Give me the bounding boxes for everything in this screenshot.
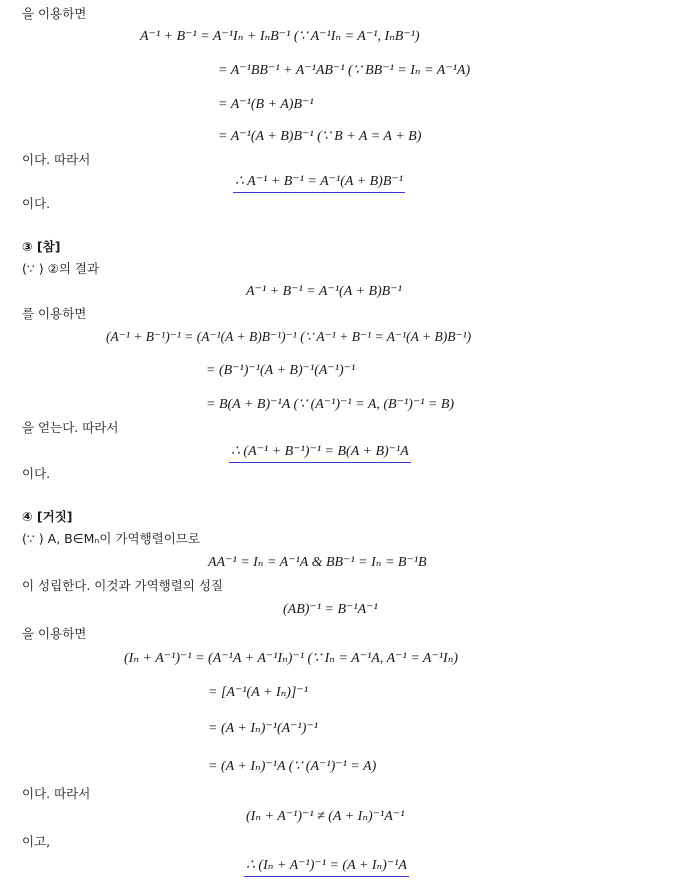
equation-line: = [A⁻¹(A + Iₙ)]⁻¹ xyxy=(208,685,308,700)
text-line: 이다. xyxy=(22,466,51,481)
equation-line: = (B⁻¹)⁻¹(A + B)⁻¹(A⁻¹)⁻¹ xyxy=(206,363,356,378)
equation-line: (Iₙ + A⁻¹)⁻¹ ≠ (A + Iₙ)⁻¹A⁻¹ xyxy=(246,809,405,824)
text-line: 이다. xyxy=(22,196,51,211)
conclusion-equation: ∴ (Iₙ + A⁻¹)⁻¹ = (A + Iₙ)⁻¹A xyxy=(244,857,409,877)
equation-line: (AB)⁻¹ = B⁻¹A⁻¹ xyxy=(283,602,378,617)
equation-line: = (A + Iₙ)⁻¹A (∵ (A⁻¹)⁻¹ = A) xyxy=(208,759,377,774)
text-line: 이 성립한다. 이것과 가역행렬의 성질 xyxy=(22,578,223,593)
conclusion-equation: ∴ A⁻¹ + B⁻¹ = A⁻¹(A + B)B⁻¹ xyxy=(233,173,405,193)
equation-line: A⁻¹ + B⁻¹ = A⁻¹(A + B)B⁻¹ xyxy=(246,284,402,299)
equation-line: (A⁻¹ + B⁻¹)⁻¹ = (A⁻¹(A + B)B⁻¹)⁻¹ (∵ A⁻¹ + B⁻¹ = A⁻¹(A + B)B⁻¹) xyxy=(106,329,472,344)
equation-line: = A⁻¹(B + A)B⁻¹ xyxy=(218,97,314,112)
equation-line: = A⁻¹BB⁻¹ + A⁻¹AB⁻¹ (∵ BB⁻¹ = Iₙ = A⁻¹A) xyxy=(218,63,471,78)
section-header xyxy=(22,239,60,255)
equation-line: A⁻¹ + B⁻¹ = A⁻¹Iₙ + IₙB⁻¹ (∵ A⁻¹Iₙ = A⁻¹, IₙB⁻¹) xyxy=(140,29,420,44)
equation-line: = A⁻¹(A + B)B⁻¹ (∵ B + A = A + B) xyxy=(218,129,422,144)
section-header xyxy=(22,509,73,525)
text-line: 를 이용하면 xyxy=(22,306,87,321)
text-line: 이고, xyxy=(22,834,51,849)
equation-line: (Iₙ + A⁻¹)⁻¹ = (A⁻¹A + A⁻¹Iₙ)⁻¹ (∵ Iₙ = A⁻¹A, A⁻¹ = A⁻¹Iₙ) xyxy=(124,651,459,666)
text-line: 이다. 따라서 xyxy=(22,152,91,167)
text-line: 을 얻는다. 따라서 xyxy=(22,420,119,435)
text-line: (∵ ) A, B∈Mₙ이 가역행렬이므로 xyxy=(22,531,200,546)
conclusion-equation: ∴ (A⁻¹ + B⁻¹)⁻¹ = B(A + B)⁻¹A xyxy=(229,443,411,463)
section-header-label: ④ [거짓] xyxy=(22,509,73,524)
text-line: (∵ ) ②의 결과 xyxy=(22,261,100,276)
text-line: 이다. 따라서 xyxy=(22,786,91,801)
equation-line: = (A + Iₙ)⁻¹(A⁻¹)⁻¹ xyxy=(208,721,318,736)
text-line: 을 이용하면 xyxy=(22,626,87,641)
text-line: 을 이용하면 xyxy=(22,6,87,21)
section-header-label: ③ [참] xyxy=(22,239,61,254)
equation-line: = B(A + B)⁻¹A (∵ (A⁻¹)⁻¹ = A, (B⁻¹)⁻¹ = B) xyxy=(206,397,455,412)
equation-line: AA⁻¹ = Iₙ = A⁻¹A & BB⁻¹ = Iₙ = B⁻¹B xyxy=(208,555,427,570)
